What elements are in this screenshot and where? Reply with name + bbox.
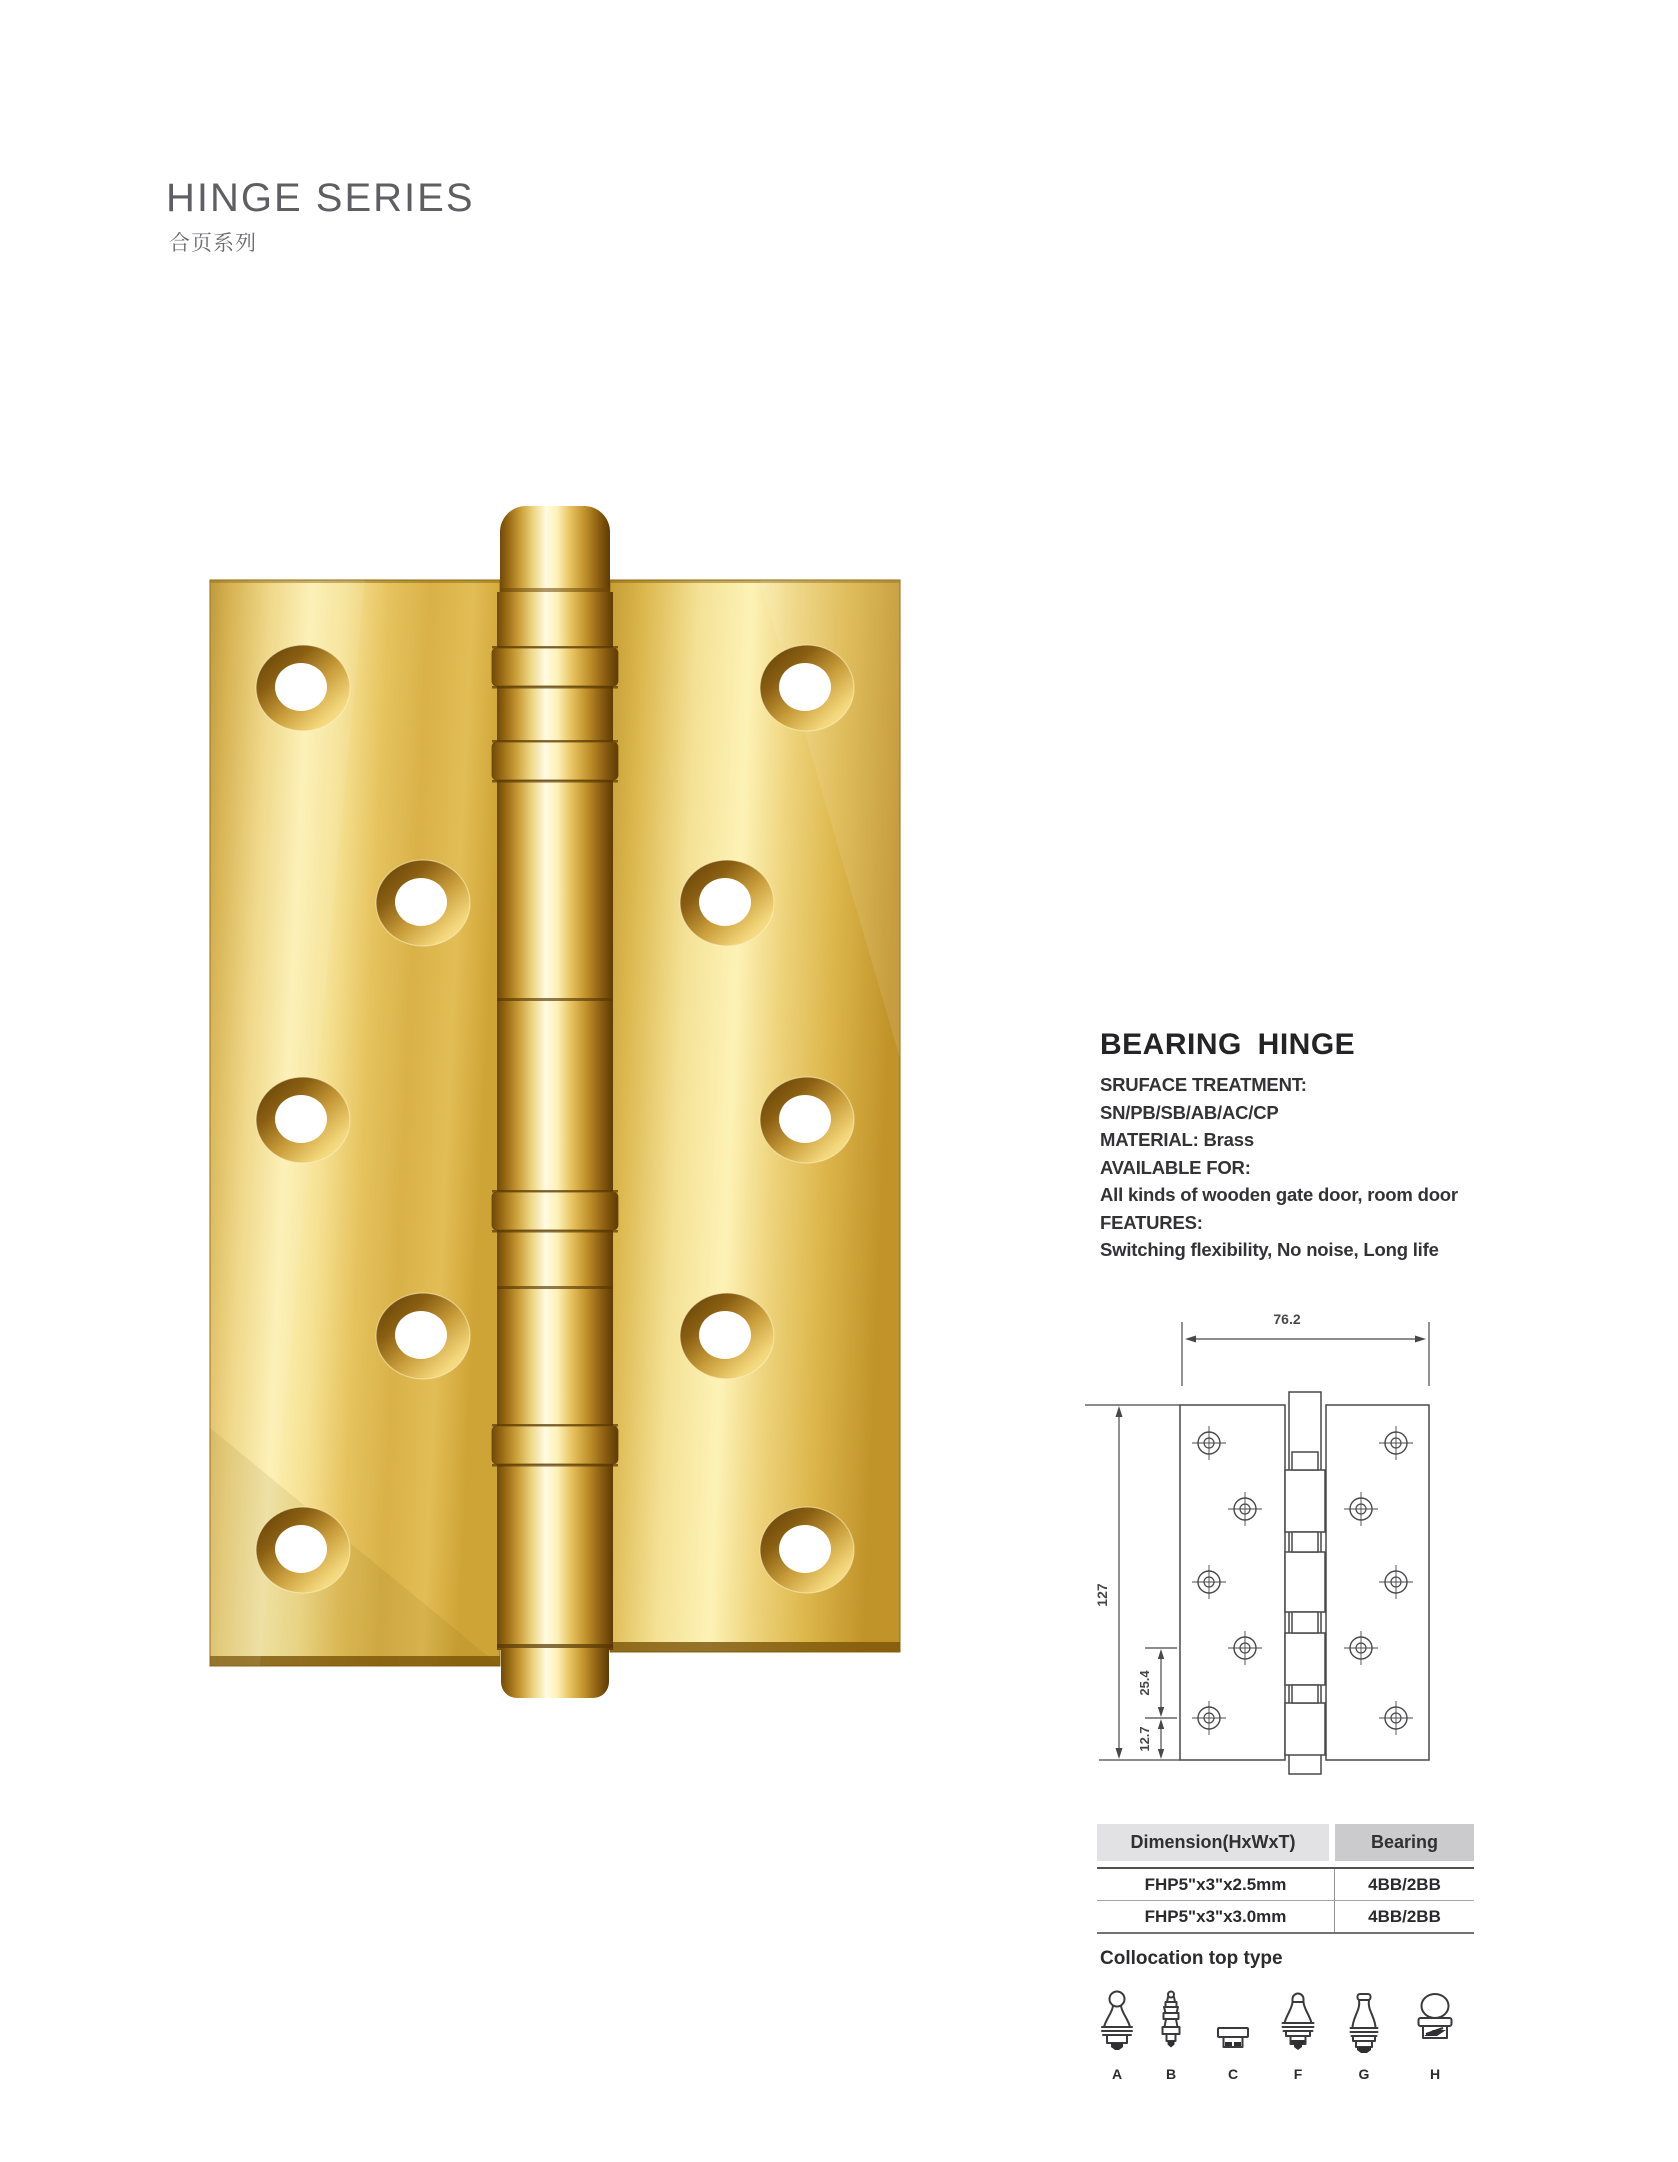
table-header-bearing: Bearing [1335,1824,1474,1861]
product-photo-brass-hinge [200,498,910,1708]
top-type-label: F [1293,2066,1303,2082]
spec-line-finishes: SN/PB/SB/AB/AC/CP [1100,1101,1279,1123]
hinge-barrel [492,506,618,1698]
dim-width-label: 76.2 [1273,1311,1301,1327]
tech-diagram [1085,1293,1485,1793]
top-type-label: H [1429,2066,1441,2082]
top-type-h [1412,1990,1458,2082]
top-type-g [1341,1990,1387,2082]
table-header-row [1097,1824,1474,1861]
table-row [1097,1869,1474,1900]
spec-line-material: MATERIAL: Brass [1100,1129,1254,1150]
table-cell-dimension: FHP5"x3"x2.5mm [1097,1869,1335,1900]
dim-edge-offset-label: 12.7 [1137,1726,1152,1752]
dim-hole-spacing-label: 25.4 [1137,1670,1152,1696]
spec-line-available-for: AVAILABLE FOR: [1100,1156,1251,1178]
spec-table [1097,1824,1474,1934]
table-cell-bearing: 4BB/2BB [1368,1875,1441,1894]
spec-line-feature-list: Switching flexibility, No noise, Long life [1100,1239,1439,1260]
top-type-label: A [1111,2066,1123,2082]
finial-spear-icon [1149,1990,1193,2056]
dim-edge-offset [1158,1719,1164,1759]
hinge-left-leaf [210,580,500,1666]
top-type-label: C [1227,2066,1239,2082]
spec-block [1100,1071,1520,1264]
top-type-b [1148,1990,1194,2082]
spec-line-surface-treatment: SRUFACE TREATMENT: [1100,1074,1307,1095]
top-type-f [1275,1990,1321,2082]
page-title: HINGE SERIES [166,176,475,220]
top-type-label: B [1165,2066,1177,2082]
spec-line-features: FEATURES: [1100,1211,1203,1233]
product-name: BEARING HINGE [1100,1028,1356,1061]
dim-height-label: 127 [1094,1583,1110,1607]
collocation-title: Collocation top type [1100,1948,1283,1969]
finial-flat-cap-icon [1211,1990,1255,2056]
top-type-label: G [1358,2066,1370,2082]
hinge-right-leaf [610,580,900,1652]
finial-ball-pawn-icon [1095,1990,1139,2056]
table-header-dimension: Dimension(HxWxT) [1097,1824,1329,1861]
table-body [1097,1867,1474,1934]
dim-width [1182,1322,1429,1386]
table-cell-dimension: FHP5"x3"x3.0mm [1097,1901,1335,1932]
top-type-c [1210,1990,1256,2082]
spec-line-door-types: All kinds of wooden gate door, room door [1100,1184,1458,1205]
table-cell-bearing: 4BB/2BB [1368,1907,1441,1926]
table-row [1097,1900,1474,1932]
finial-ball-knob-icon [1413,1990,1457,2056]
page-subtitle-chinese: 合页系列 [169,232,257,255]
finial-acorn-bell-icon [1276,1990,1320,2056]
top-type-a [1094,1990,1140,2082]
finial-vase-icon [1342,1990,1386,2056]
dim-height [1085,1405,1180,1760]
